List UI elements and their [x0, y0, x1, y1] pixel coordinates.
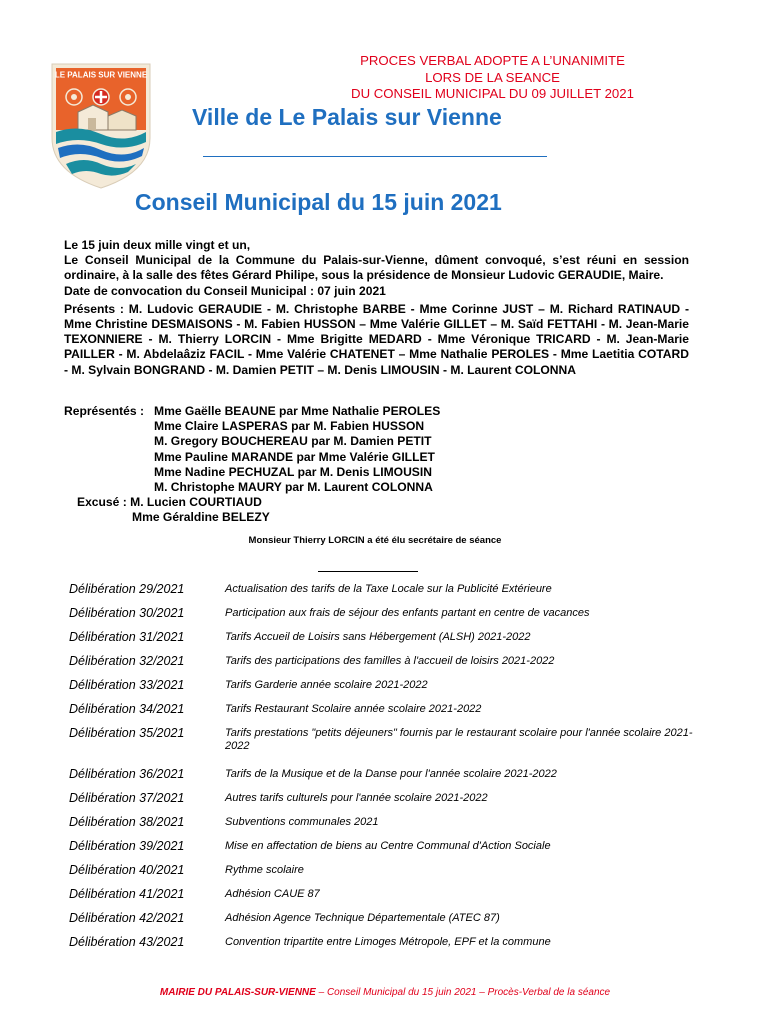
representes-item: M. Gregory BOUCHEREAU par M. Damien PETIT — [154, 434, 432, 449]
deliberation-number: Délibération 39/2021 — [69, 839, 185, 853]
pv-line: LORS DE LA SEANCE — [425, 69, 560, 85]
presents-list: Présents : M. Ludovic GERAUDIE - M. Christophe BARBE - Mme Corinne JUST – M. Richard RATINAUD - Mme Christine DESMAISONS - M. Fabien HUSSON – Mme Valérie GILLET – M. Saïd FETTAHI - M. Jean-Marie TEXONNIERE - M. Thierry LORCIN - Mme Brigitte MEDARD - Mme Véronique TRICARD - M. Jean-Marie PAILLER - M. Abdelaâziz FACIL - Mme Valérie CHATENET – Mme Nathalie PEROLES - Mme Laetitia COTARD - M. Sylvain BONGRAND - M. Damien PETIT – M. Denis LIMOUSIN - M. Laurent COLONNA — [64, 301, 689, 377]
deliberation-object: Tarifs Accueil de Loisirs sans Hébergement (ALSH) 2021-2022 — [225, 631, 531, 643]
town-crest-icon — [48, 60, 154, 190]
deliberation-object: Tarifs prestations "petits déjeuners" fournis par le restaurant scolaire pour l'année scolaire 2021-2022 — [225, 727, 693, 752]
deliberation-number: Délibération 41/2021 — [69, 887, 185, 901]
excuse-item: M. Lucien COURTIAUD — [130, 495, 262, 509]
deliberation-number: Délibération 38/2021 — [69, 815, 185, 829]
intro-paragraph: Le Conseil Municipal de la Commune du Palais-sur-Vienne, dûment convoqué, s’est réuni en session ordinaire, à la salle des fêtes Gérard Philipe, sous la présidence de Monsieur Ludovic GERAUDIE, Maire. — [64, 253, 689, 283]
pv-adoption-header — [300, 53, 685, 103]
section-divider — [318, 571, 418, 572]
crest-text: LE PALAIS SUR VIENNE — [54, 70, 148, 80]
deliberation-object: Subventions communales 2021 — [225, 816, 379, 828]
title-underline — [203, 156, 547, 157]
deliberation-row — [69, 726, 699, 753]
deliberation-row — [69, 702, 699, 717]
ville-title: Ville de Le Palais sur Vienne — [192, 104, 502, 130]
deliberation-number: Délibération 36/2021 — [69, 767, 185, 781]
page-footer — [0, 987, 770, 998]
excuse-label: Excusé : — [77, 495, 127, 509]
deliberation-row — [69, 630, 699, 645]
representes-item: Mme Claire LASPERAS par M. Fabien HUSSON — [154, 419, 425, 434]
deliberation-number: Délibération 42/2021 — [69, 911, 185, 925]
deliberation-row — [69, 678, 699, 693]
deliberation-number: Délibération 40/2021 — [69, 863, 185, 877]
deliberation-number: Délibération 43/2021 — [69, 935, 185, 949]
representes-block — [64, 404, 689, 495]
deliberation-number: Délibération 30/2021 — [69, 606, 185, 620]
deliberation-row — [69, 654, 699, 669]
intro-block — [64, 238, 689, 378]
conseil-title: Conseil Municipal du 15 juin 2021 — [135, 189, 502, 215]
deliberation-object: Autres tarifs culturels pour l'année scolaire 2021-2022 — [225, 792, 488, 804]
deliberation-number: Délibération 33/2021 — [69, 678, 185, 692]
representes-label: Représentés : — [64, 404, 144, 418]
convocation-date: Date de convocation du Conseil Municipal : 07 juin 2021 — [64, 283, 386, 298]
deliberation-number: Délibération 35/2021 — [69, 726, 185, 740]
deliberation-row — [69, 911, 699, 926]
secretaire-line: Monsieur Thierry LORCIN a été élu secrétaire de séance — [248, 535, 502, 546]
deliberation-row — [69, 863, 699, 878]
deliberation-row — [69, 935, 699, 950]
deliberation-object: Tarifs Restaurant Scolaire année scolaire 2021-2022 — [225, 703, 482, 715]
deliberation-object: Tarifs Garderie année scolaire 2021-2022 — [225, 679, 428, 691]
deliberation-number: Délibération 34/2021 — [69, 702, 185, 716]
deliberation-row — [69, 767, 699, 782]
footer-mairie: MAIRIE DU PALAIS-SUR-VIENNE — [159, 987, 316, 998]
representes-item: Mme Gaëlle BEAUNE par Mme Nathalie PEROLES — [154, 404, 441, 418]
deliberation-row — [69, 582, 699, 597]
deliberation-row — [69, 839, 699, 854]
excuse-item: Mme Géraldine BELEZY — [132, 510, 270, 525]
deliberation-row — [69, 606, 699, 621]
representes-item: Mme Nadine PECHUZAL par M. Denis LIMOUSIN — [154, 464, 432, 479]
representes-item: M. Christophe MAURY par M. Laurent COLONNA — [154, 480, 433, 495]
deliberation-number: Délibération 29/2021 — [69, 582, 185, 596]
deliberation-object: Convention tripartite entre Limoges Métropole, EPF et la commune — [225, 936, 551, 948]
deliberation-object: Rythme scolaire — [225, 864, 304, 876]
deliberation-number: Délibération 37/2021 — [69, 791, 185, 805]
deliberation-row — [69, 887, 699, 902]
deliberation-row — [69, 791, 699, 806]
deliberation-object: Participation aux frais de séjour des enfants partant en centre de vacances — [225, 607, 590, 619]
pv-line: PROCES VERBAL ADOPTE A L’UNANIMITE — [360, 53, 625, 68]
deliberation-row — [69, 815, 699, 830]
deliberation-object: Actualisation des tarifs de la Taxe Locale sur la Publicité Extérieure — [225, 583, 552, 595]
intro-date-line: Le 15 juin deux mille vingt et un, — [64, 238, 251, 252]
deliberation-object: Mise en affectation de biens au Centre Communal d'Action Sociale — [225, 840, 551, 852]
excuse-block — [77, 495, 270, 525]
deliberation-number: Délibération 32/2021 — [69, 654, 185, 668]
representes-item: Mme Pauline MARANDE par Mme Valérie GILLET — [154, 449, 435, 464]
deliberation-object: Tarifs des participations des familles à l'accueil de loisirs 2021-2022 — [225, 655, 555, 667]
pv-line: DU CONSEIL MUNICIPAL DU 09 JUILLET 2021 — [351, 86, 634, 101]
deliberation-object: Adhésion Agence Technique Départementale (ATEC 87) — [225, 912, 500, 924]
deliberation-object: Tarifs de la Musique et de la Danse pour l'année scolaire 2021-2022 — [225, 768, 557, 780]
deliberation-object: Adhésion CAUE 87 — [225, 888, 320, 900]
deliberation-number: Délibération 31/2021 — [69, 630, 185, 644]
footer-text: – Conseil Municipal du 15 juin 2021 – Procès-Verbal de la séance — [315, 987, 611, 998]
